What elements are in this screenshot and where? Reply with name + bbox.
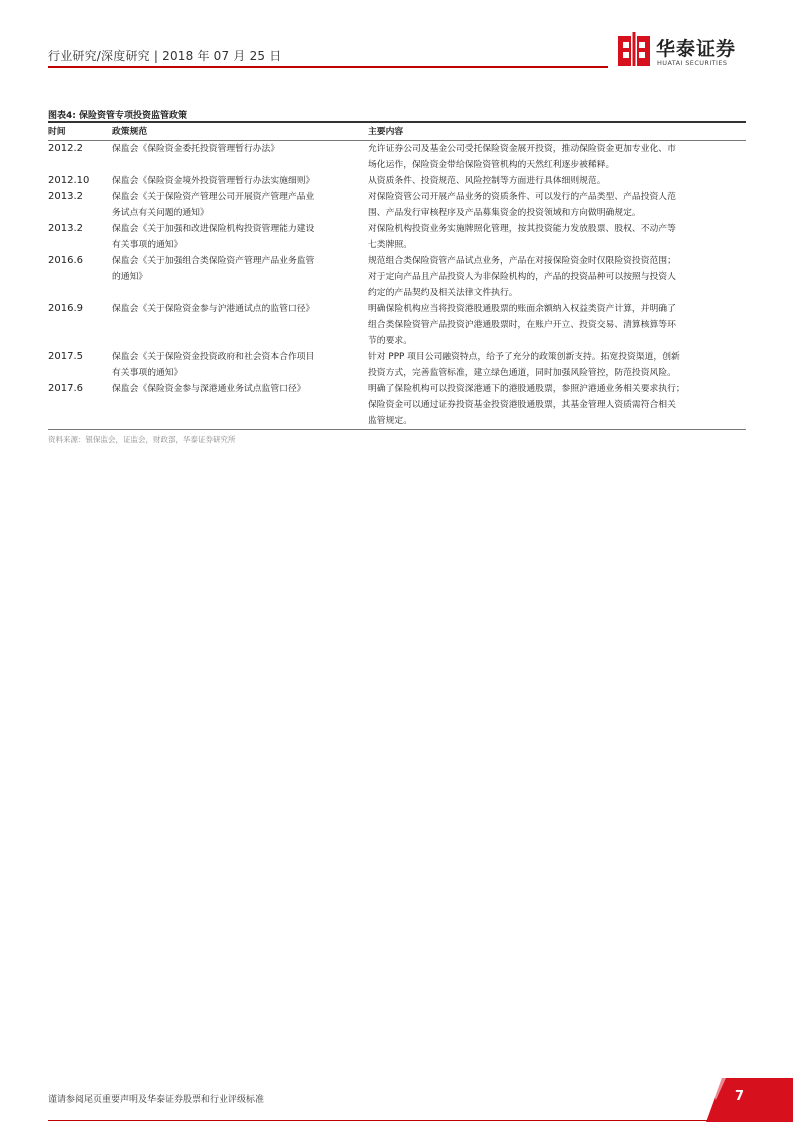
column-header-time: 时间: [48, 124, 112, 141]
figure-title-rule: [48, 121, 746, 123]
page-number-tab: [706, 1078, 793, 1122]
content-line: 明确了保险机构可以投资深港通下的港股通股票，参照沪港通业务相关要求执行；: [368, 384, 685, 394]
content-line: 对于定向产品且产品投资人为非保险机构的，产品的投资品种可以按照与投资人: [368, 272, 676, 282]
logo-chinese-name: 华泰证券: [656, 38, 737, 60]
content-line: 对保险机构投资业务实施牌照化管理，按其投资能力发放股票、股权、不动产等: [368, 224, 676, 234]
content-line: 场化运作，保险资金带给保险资管机构的天然红利逐步被稀释。: [368, 160, 615, 170]
content-line: 监管规定。: [368, 416, 412, 426]
cell-policy: [112, 301, 368, 349]
content-line: 投资方式，完善监管标准，建立绿色通道，同时加强风险管控，防范投资风险。: [368, 368, 676, 378]
cell-policy: [112, 141, 368, 174]
column-header-content: 主要内容: [368, 124, 746, 141]
cell-time: 2012.2: [48, 143, 83, 154]
content-line: 规范组合类保险资管产品试点业务，产品在对接保险资金时仅限险资投资范围；: [368, 256, 676, 266]
cell-time: 2017.6: [48, 383, 83, 394]
cell-policy: [112, 349, 368, 381]
cell-time: 2016.9: [48, 303, 83, 314]
cell-content: [368, 381, 746, 429]
cell-content: [368, 349, 746, 381]
table-header-row: [48, 124, 746, 141]
logo-english-name: HUATAI SECURITIES: [657, 59, 728, 67]
policy-line: 保监会《保险资金境外投资管理暂行办法实施细则》: [112, 176, 315, 186]
cell-time: 2016.6: [48, 255, 83, 266]
policy-line: 有关事项的通知》: [112, 240, 183, 250]
cell-content: [368, 301, 746, 349]
policy-line: 保监会《保险资金委托投资管理暂行办法》: [112, 144, 280, 154]
table-row: [48, 349, 746, 381]
policy-table: [48, 124, 746, 429]
cell-time: 2013.2: [48, 191, 83, 202]
content-line: 节的要求。: [368, 336, 412, 346]
content-line: 明确保险机构应当将投资港股通股票的账面余额纳入权益类资产计算，并明确了: [368, 304, 676, 314]
content-line: 保险资金可以通过证券投资基金投资港股通股票，其基金管理人资质需符合相关: [368, 400, 676, 410]
footer-rule: [48, 1120, 708, 1121]
policy-line: 保监会《关于保险资金参与沪港通试点的监管口径》: [112, 304, 315, 314]
cell-time: 2013.2: [48, 223, 83, 234]
cell-time: 2012.10: [48, 175, 90, 186]
column-header-policy: 政策规范: [112, 124, 368, 141]
table-row: [48, 221, 746, 253]
table-row: [48, 189, 746, 221]
footer-disclaimer: 谨请参阅尾页重要声明及华泰证券股票和行业评级标准: [48, 1095, 265, 1105]
cell-content: [368, 189, 746, 221]
header-rule: [48, 66, 608, 68]
content-line: 围、产品发行审核程序及产品募集资金的投资领域和方向做明确规定。: [368, 208, 641, 218]
cell-policy: [112, 253, 368, 301]
policy-line: 务试点有关问题的通知》: [112, 208, 209, 218]
cell-policy: [112, 173, 368, 189]
cell-policy: [112, 381, 368, 429]
policy-line: 保监会《关于加强组合类保险资产管理产品业务监管: [112, 256, 315, 266]
content-line: 从资质条件、投资规范、风险控制等方面进行具体细则规范。: [368, 176, 606, 186]
policy-line: 的通知》: [112, 272, 148, 282]
content-line: 组合类保险资管产品投资沪港通股票时，在账户开立、投资交易、清算核算等环: [368, 320, 676, 330]
content-line: 七类牌照。: [368, 240, 412, 250]
huatai-logo-mark-icon: [618, 32, 650, 66]
cell-policy: [112, 189, 368, 221]
content-line: 对保险资管公司开展产品业务的资质条件、可以发行的产品类型、产品投资人范: [368, 192, 676, 202]
table-row: [48, 301, 746, 349]
page-number: 7: [735, 1089, 745, 1104]
policy-line: 保监会《保险资金参与深港通业务试点监管口径》: [112, 384, 306, 394]
cell-time: 2017.5: [48, 351, 83, 362]
table-row: [48, 381, 746, 429]
figure-title: 图表4: 保险资管专项投资监管政策: [48, 111, 187, 121]
content-line: 允许证券公司及基金公司受托保险资金展开投资，推动保险资金更加专业化、市: [368, 144, 676, 154]
table-row: [48, 253, 746, 301]
cell-policy: [112, 221, 368, 253]
huatai-logo: [618, 32, 748, 72]
policy-line: 保监会《关于保险资金投资政府和社会资本合作项目: [112, 352, 315, 362]
cell-content: [368, 173, 746, 189]
policy-line: 保监会《关于保险资产管理公司开展资产管理产品业: [112, 192, 315, 202]
figure-source: 资料来源：银保监会，证监会，财政部，华泰证券研究所: [48, 435, 236, 444]
policy-line: 有关事项的通知》: [112, 368, 183, 378]
content-line: 针对 PPP 项目公司融资特点，给予了充分的政策创新支持。拓宽投资渠道，创新: [368, 352, 680, 362]
cell-content: [368, 141, 746, 174]
cell-content: [368, 253, 746, 301]
table-row: [48, 141, 746, 174]
content-line: 约定的产品契约及相关法律文件执行。: [368, 288, 518, 298]
table-bottom-rule: [48, 429, 746, 430]
cell-content: [368, 221, 746, 253]
table-row: [48, 173, 746, 189]
header-category: 行业研究/深度研究 | 2018 年 07 月 25 日: [48, 49, 282, 63]
policy-line: 保监会《关于加强和改进保险机构投资管理能力建设: [112, 224, 315, 234]
